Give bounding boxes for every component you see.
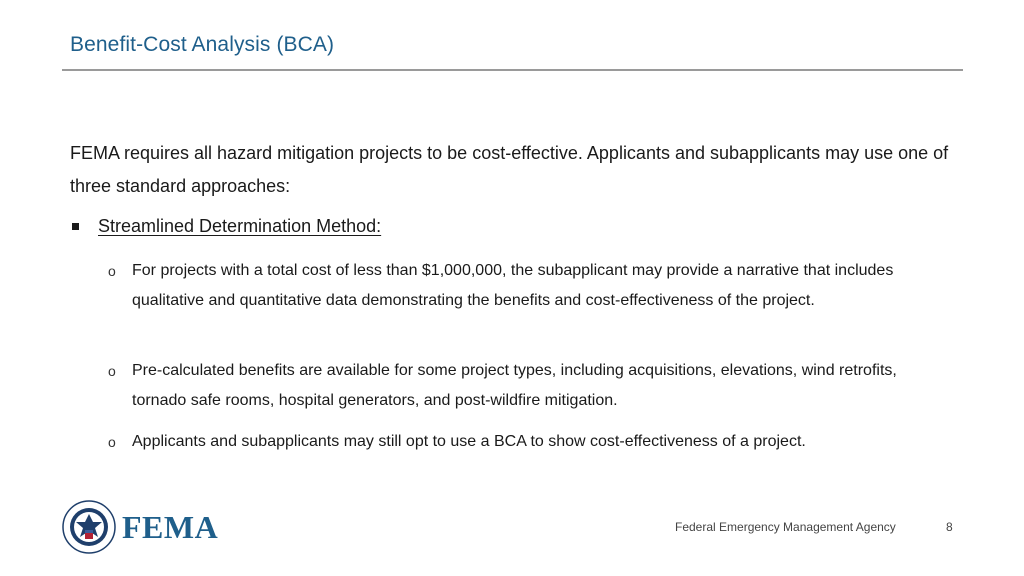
sub-bullet-text: Pre-calculated benefits are available for some project types, including acquisitions, elevations, wind retrofits, tornado safe rooms, hospital generators, and post-wildfire mitigation. bbox=[132, 362, 897, 409]
agency-name: Federal Emergency Management Agency bbox=[675, 520, 896, 534]
intro-paragraph: FEMA requires all hazard mitigation projects to be cost-effective. Applicants and subapplicants may use one of three standard approaches: bbox=[70, 143, 949, 196]
sub-bullet-text: Applicants and subapplicants may still opt to use a BCA to show cost-effectiveness of a project. bbox=[132, 433, 806, 450]
sub-bullet-text: For projects with a total cost of less than $1,000,000, the subapplicant may provide a narrative that includes qualitative and quantitative data demonstrating the benefits and cost-effectiveness of the project. bbox=[132, 262, 894, 309]
circle-bullet-icon: o bbox=[108, 263, 116, 279]
title-divider bbox=[62, 69, 963, 71]
bullet-streamlined bbox=[70, 214, 950, 242]
square-bullet-icon bbox=[72, 223, 79, 230]
circle-bullet-icon: o bbox=[108, 363, 116, 379]
fema-wordmark: FEMA bbox=[122, 509, 219, 545]
dhs-seal-icon bbox=[62, 500, 116, 554]
slide-title: Benefit-Cost Analysis (BCA) bbox=[70, 33, 335, 56]
fema-logo bbox=[62, 500, 222, 556]
circle-bullet-icon: o bbox=[108, 434, 116, 450]
page-number: 8 bbox=[946, 520, 953, 534]
bullet-heading: Streamlined Determination Method: bbox=[98, 216, 382, 236]
